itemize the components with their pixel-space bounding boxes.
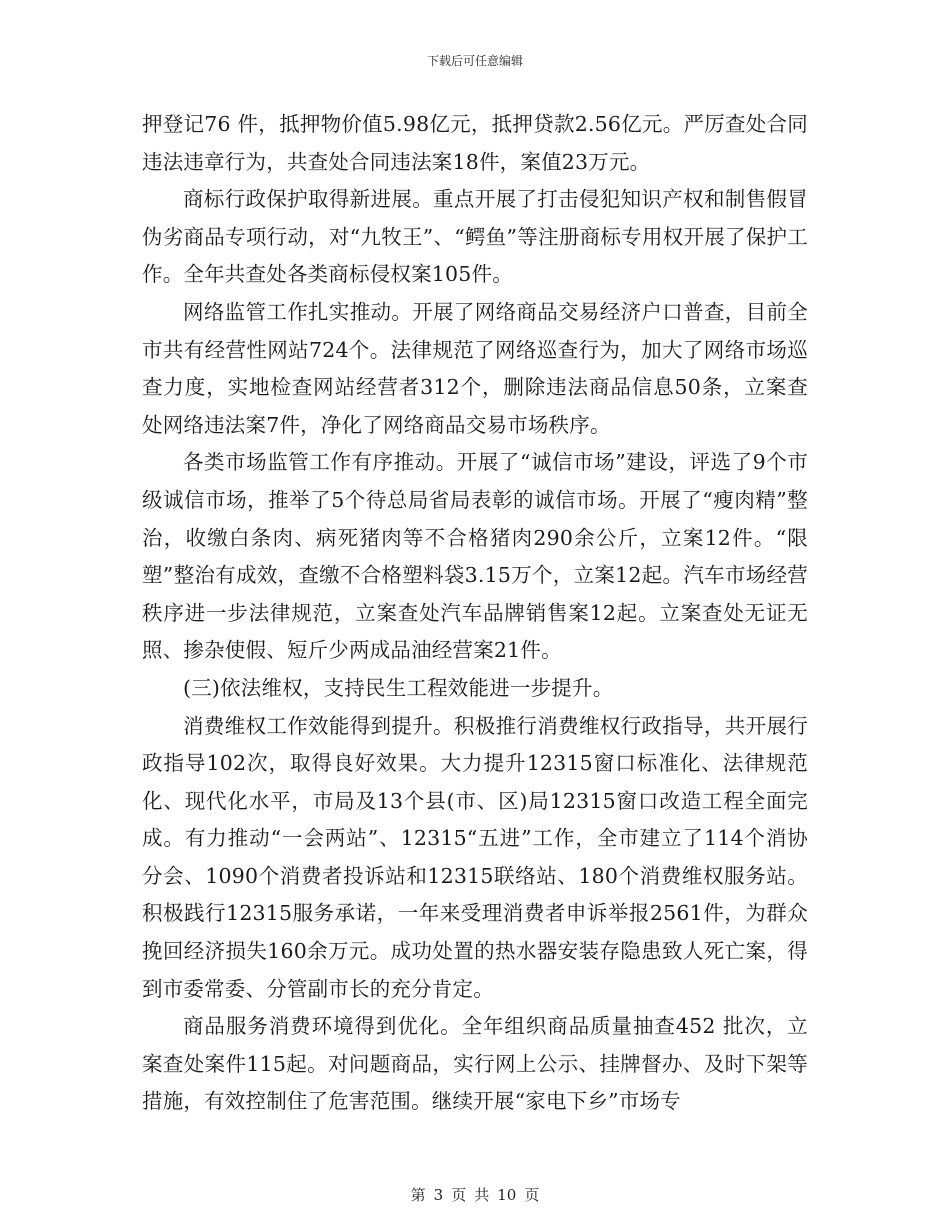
paragraph-market-supervision: 各类市场监管工作有序推动。开展了“诚信市场”建设，评选了9个市级诚信市场，推举了5个待总局省局表彰的诚信市场。开展了“瘦肉精”整治，收缴白条肉、病死猪肉等不合格猪肉290余公斤，立案12件。“限塑”整治有成效，查缴不合格塑料袋3.15万个，立案12起。汽车市场经营秩序进一步法律规范，立案查处汽车品牌销售案12起。立案查处无证无照、掺杂使假、短斤少两成品油经营案21件。 [142, 450, 808, 663]
page-footer [0, 1184, 950, 1205]
paragraph-consumption-environment: 商品服务消费环境得到优化。全年组织商品质量抽查452 批次，立案查处案件115起。对问题商品，实行网上公示、挂牌督办、及时下架等措施，有效控制住了危害范围。继续开展“家电下乡”市场专 [142, 1014, 808, 1114]
section-heading-rights-protection: (三)依法维权，支持民生工程效能进一步提升。 [183, 675, 614, 700]
paragraph-trademark-protection: 商标行政保护取得新进展。重点开展了打击侵犯知识产权和制售假冒伪劣商品专项行动，对“九牧王”、“鳄鱼”等注册商标专用权开展了保护工作。全年共查处各类商标侵权案105件。 [142, 187, 808, 287]
footer-suffix: 页 [524, 1186, 540, 1204]
footer-total-pages: 10 [497, 1186, 517, 1204]
footer-page-word: 页 [451, 1186, 467, 1204]
document-body [142, 106, 808, 1121]
footer-prefix: 第 [410, 1186, 426, 1204]
paragraph-network-supervision: 网络监管工作扎实推动。开展了网络商品交易经济户口普查，目前全市共有经营性网站724个。法律规范了网络巡查行为，加大了网络市场巡查力度，实地检查网站经营者312个，删除违法商品信息50条，立案查处网络违法案7件，净化了网络商品交易市场秩序。 [142, 299, 808, 437]
paragraph-continuation: 押登记76 件，抵押物价值5.98亿元，抵押贷款2.56亿元。严厉查处合同违法违章行为，共查处合同违法案18件，案值23万元。 [142, 112, 808, 174]
paragraph-consumer-rights: 消费维权工作效能得到提升。积极推行消费维权行政指导，共开展行政指导102次，取得良好效果。大力提升12315窗口标准化、法律规范化、现代化水平，市局及13个县(市、区)局12315窗口改造工程全面完成。有力推动“一会两站”、12315“五进”工作，全市建立了114个消协分会、1090个消费者投诉站和12315联络站、180个消费维权服务站。积极践行12315服务承诺，一年来受理消费者申诉举报2561件，为群众挽回经济损失160余万元。成功处置的热水器安装存隐患致人死亡案，得到市委常委、分管副市长的充分肯定。 [142, 713, 808, 1001]
footer-total-word: 共 [474, 1186, 490, 1204]
page-header: 下载后可任意编辑 [426, 54, 523, 68]
footer-current-page: 3 [433, 1186, 444, 1204]
